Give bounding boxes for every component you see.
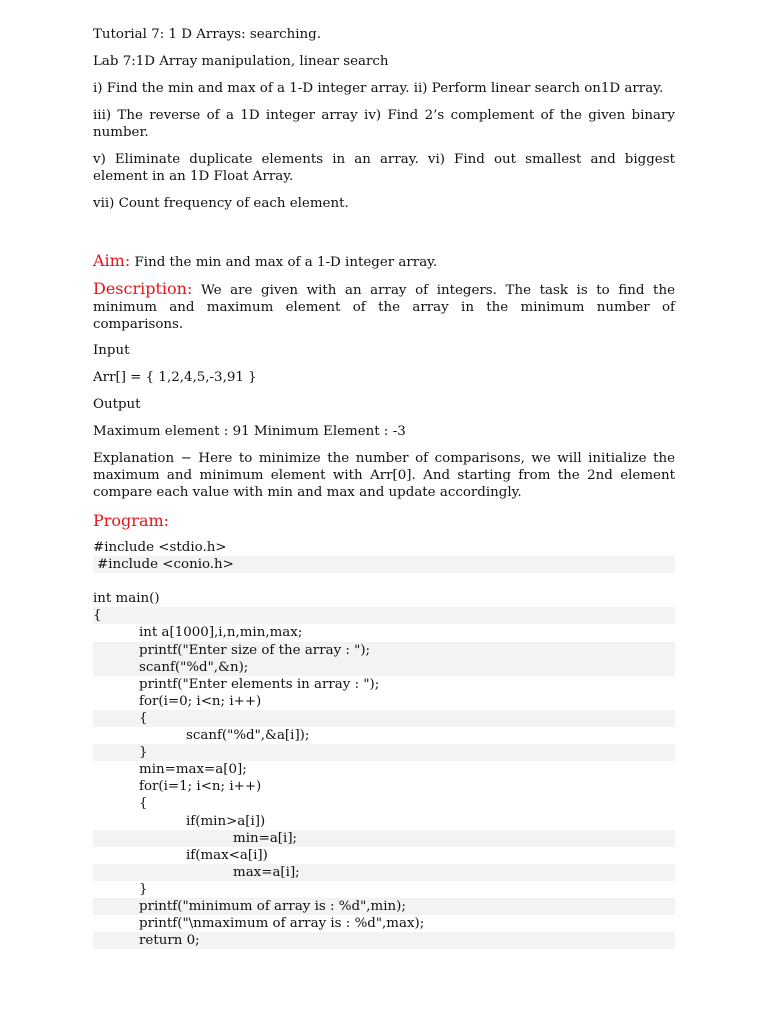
code-line: #include <stdio.h> (93, 540, 227, 555)
task-list-item: iii) The reverse of a 1D integer array iv) Find 2’s complement of the given binary number. (93, 108, 675, 140)
code-line: } (93, 744, 675, 761)
code-line: { (93, 607, 675, 624)
program-heading: Program: (93, 511, 170, 530)
code-line: { (93, 710, 675, 727)
code-line: for(i=1; i<n; i++) (139, 779, 262, 795)
task-list-item: vii) Count frequency of each element. (93, 196, 349, 211)
code-line: if(max<a[i]) (186, 847, 268, 863)
output-label: Output (93, 397, 141, 412)
code-line: printf("Enter size of the array : "); (93, 642, 675, 659)
description-text: We are given with an array of integers. The task is to find the minimum and maximum element of the array in the minimum number of comparisons. (93, 283, 675, 332)
tutorial-title: Tutorial 7: 1 D Arrays: searching. (93, 27, 321, 42)
code-line: int a[1000],i,n,min,max; (139, 625, 303, 641)
code-line: printf("minimum of array is : %d",min); (93, 898, 675, 915)
code-line: printf("Enter elements in array : "); (139, 676, 380, 692)
description-paragraph (93, 280, 675, 333)
lab-title: Lab 7:1D Array manipulation, linear search (93, 54, 389, 69)
task-list-item: i) Find the min and max of a 1-D integer array. ii) Perform linear search on1D array. (93, 81, 664, 96)
code-line: } (139, 881, 148, 897)
code-line: #include <conio.h> (93, 556, 675, 573)
aim-text: Find the min and max of a 1-D integer array. (130, 255, 438, 270)
description-label: Description: (93, 279, 193, 298)
code-line: printf("\nmaximum of array is : %d",max); (139, 916, 425, 932)
code-line (93, 573, 675, 590)
code-line: max=a[i]; (93, 864, 675, 881)
aim-label: Aim: (93, 251, 131, 270)
explanation-paragraph: Explanation − Here to minimize the number of comparisons, we will initialize the maximum and minimum element with Arr[0]. And starting from the 2nd element compare each value with min and max and update accordingly. (93, 451, 675, 500)
output-value: Maximum element : 91 Minimum Element : -3 (93, 424, 406, 439)
code-line: for(i=0; i<n; i++) (139, 693, 262, 709)
input-value: Arr[] = { 1,2,4,5,-3,91 } (93, 370, 257, 385)
code-line: scanf("%d",&a[i]); (186, 728, 310, 744)
code-line: min=a[i]; (93, 830, 675, 847)
code-line: { (139, 796, 148, 812)
code-line: if(min>a[i]) (186, 813, 266, 829)
code-block (93, 539, 675, 949)
spacer (93, 222, 675, 252)
task-list-item: v) Eliminate duplicate elements in an array. vi) Find out smallest and biggest element in an 1D Float Array. (93, 152, 675, 184)
aim-paragraph (93, 252, 675, 271)
code-line: min=max=a[0]; (139, 762, 247, 778)
code-line: return 0; (93, 932, 675, 949)
input-label: Input (93, 343, 130, 358)
document-page (93, 26, 675, 949)
code-line: int main() (93, 591, 160, 607)
code-line: scanf("%d",&n); (93, 659, 675, 676)
